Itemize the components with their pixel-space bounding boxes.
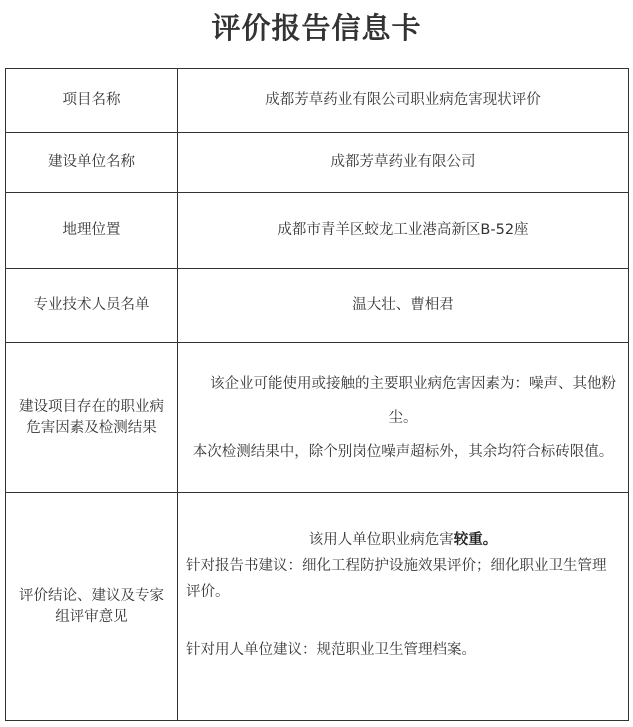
- report-advice-text: 针对报告书建议：细化工程防护设施效果评价；细化职业卫生管理评价。: [186, 558, 607, 600]
- table-row: [6, 69, 629, 133]
- conclusion-summary: [186, 529, 620, 551]
- table-row: [6, 343, 629, 493]
- conclusion-cell: [178, 493, 629, 721]
- page-title: 评价报告信息卡: [211, 11, 422, 45]
- conclusion-summary-level: 较重。: [453, 532, 498, 548]
- table-row: [6, 493, 629, 721]
- staff-list-value: 温大壮、曹相君: [178, 269, 629, 343]
- location-label: 地理位置: [6, 193, 178, 269]
- hazard-factors-label: 建设项目存在的职业病危害因素及检测结果: [6, 343, 178, 493]
- hazard-factors-text: 该企业可能使用或接触的主要职业病危害因素为：噪声、其他粉尘。: [210, 375, 616, 426]
- builder-name-label: 建设单位名称: [6, 133, 178, 193]
- project-name-value: 成都芳草药业有限公司职业病危害现状评价: [178, 69, 629, 133]
- info-card-table: [5, 68, 629, 721]
- conclusion-label: 评价结论、建议及专家组评审意见: [6, 493, 178, 721]
- project-name-label: 项目名称: [6, 69, 178, 133]
- hazard-factors-cell: [178, 343, 629, 493]
- table-row: [6, 133, 629, 193]
- employer-advice-text: 针对用人单位建议：规范职业卫生管理档案。: [186, 642, 476, 658]
- conclusion-summary-prefix: 该用人单位职业病危害: [308, 532, 454, 548]
- table-row: [6, 269, 629, 343]
- detection-result-text: 本次检测结果中，除个别岗位噪声超标外，其余均符合标砖限值。: [192, 443, 614, 460]
- builder-name-value: 成都芳草药业有限公司: [178, 133, 629, 193]
- staff-list-label: 专业技术人员名单: [6, 269, 178, 343]
- table-row: [6, 193, 629, 269]
- location-value: 成都市青羊区蛟龙工业港高新区B-52座: [178, 193, 629, 269]
